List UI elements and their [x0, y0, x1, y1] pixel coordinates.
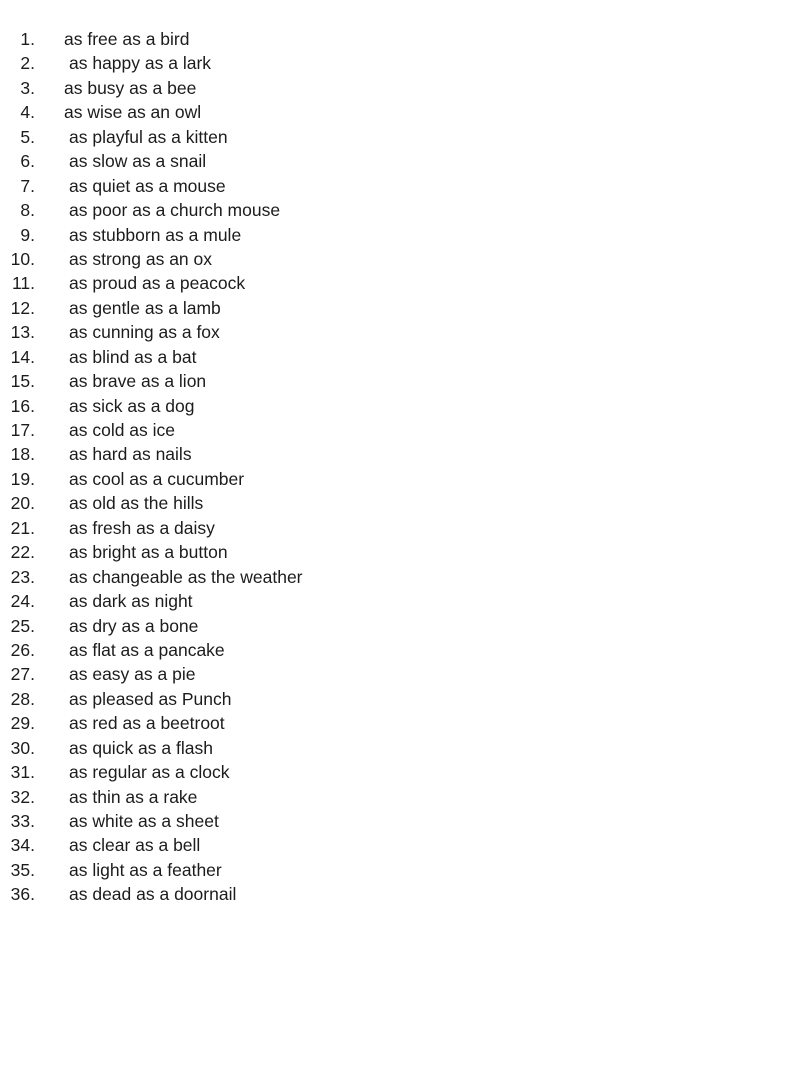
list-item-number: 17. [10, 420, 35, 440]
list-item-number: 31. [10, 762, 35, 783]
list-item-number: 34. [10, 835, 35, 856]
list-item-number: 27. [10, 664, 35, 685]
list-item-text: as easy as a pie [69, 664, 196, 685]
list-item [0, 198, 420, 222]
list-item-text: as hard as nails [69, 444, 192, 465]
list-item-text: as flat as a pancake [69, 639, 225, 660]
list-item [0, 442, 420, 466]
list-item-number: 35. [10, 859, 35, 880]
list-item-number: 3. [20, 77, 35, 98]
list-item-text: as slow as a snail [69, 151, 207, 172]
list-item-number: 7. [20, 175, 35, 196]
list-item [0, 687, 420, 711]
list-item [0, 51, 420, 75]
list-item [0, 345, 420, 369]
list-item-text: as old as the hills [69, 493, 204, 514]
list-item-text: as busy as a bee [64, 77, 197, 98]
list-item-number: 28. [10, 688, 35, 709]
list-item [0, 394, 420, 418]
list-item-text: as stubborn as a mule [69, 224, 242, 245]
list-item [0, 760, 420, 784]
list-item [0, 491, 420, 515]
list-item-text: as poor as a church mouse [69, 200, 281, 221]
list-item-text: as happy as a lark [69, 53, 212, 74]
list-item [0, 296, 420, 320]
list-item-number: 12. [10, 297, 35, 318]
list-item-text: as strong as an ox [69, 248, 212, 269]
list-item-number: 23. [10, 566, 35, 587]
list-item [0, 174, 420, 198]
list-item [0, 27, 420, 51]
list-item-number: 10. [10, 248, 35, 269]
list-item-text: as gentle as a lamb [69, 297, 221, 318]
list-item [0, 882, 420, 906]
list-item-number: 15. [10, 371, 35, 392]
list-item-text: as thin as a rake [69, 786, 198, 807]
list-item-text: as quick as a flash [69, 737, 213, 758]
list-item [0, 100, 420, 124]
list-item-text: as free as a bird [64, 29, 190, 49]
list-item-text: as red as a beetroot [69, 713, 225, 734]
list-item-number: 6. [20, 151, 35, 172]
list-item [0, 467, 420, 491]
list-item-text: as playful as a kitten [69, 126, 228, 147]
list-item [0, 736, 420, 760]
list-item-text: as dry as a bone [69, 615, 199, 636]
list-item-text: as light as a feather [69, 859, 222, 880]
list-item [0, 271, 420, 295]
list-item [0, 662, 420, 686]
list-item-text: as dead as a doornail [69, 884, 237, 905]
list-item [0, 833, 420, 857]
list-item-text: as cunning as a fox [69, 322, 220, 343]
list-item-text: as bright as a button [69, 542, 228, 563]
list-item-text: as wise as an owl [64, 102, 202, 123]
list-item [0, 247, 420, 271]
list-item-text: as dark as night [69, 591, 193, 612]
list-item-number: 25. [10, 615, 35, 636]
list-item-number: 1. [20, 29, 35, 49]
list-item [0, 565, 420, 589]
list-item-number: 4. [20, 102, 35, 123]
list-item-text: as white as a sheet [69, 811, 219, 831]
list-item-number: 32. [10, 786, 35, 807]
list-item-text: as blind as a bat [69, 346, 197, 367]
list-item [0, 858, 420, 882]
list-item-number: 21. [10, 517, 35, 538]
list-item [0, 638, 420, 662]
list-item-number: 30. [10, 737, 35, 758]
list-item-text: as quiet as a mouse [69, 175, 226, 196]
list-item-number: 11. [11, 273, 35, 294]
list-item [0, 149, 420, 173]
list-item-number: 13. [10, 322, 35, 343]
list-item-text: as cold as ice [69, 420, 176, 440]
list-item [0, 320, 420, 344]
list-item-number: 33. [10, 811, 35, 831]
list-item-number: 22. [10, 542, 35, 563]
list-item-number: 26. [10, 639, 35, 660]
list-item-number: 14. [10, 346, 35, 367]
list-item [0, 516, 420, 540]
list-item-text: as proud as a peacock [69, 273, 246, 294]
list-item [0, 76, 420, 100]
list-item-text: as cool as a cucumber [69, 468, 245, 489]
list-item [0, 540, 420, 564]
list-item [0, 418, 420, 442]
list-item-number: 2. [20, 53, 35, 74]
list-item-text: as changeable as the weather [69, 566, 303, 587]
list-item-number: 8. [20, 200, 35, 221]
list-item [0, 785, 420, 809]
list-item-number: 16. [10, 395, 35, 416]
list-item-text: as regular as a clock [69, 762, 230, 783]
list-item [0, 369, 420, 393]
list-item [0, 589, 420, 613]
list-item-number: 36. [10, 884, 35, 905]
list-item [0, 711, 420, 735]
list-item-text: as pleased as Punch [69, 688, 232, 709]
list-item-text: as brave as a lion [69, 371, 207, 392]
list-item [0, 614, 420, 638]
list-item-number: 24. [10, 591, 35, 612]
simile-list [0, 27, 420, 907]
list-item [0, 125, 420, 149]
list-item-number: 29. [10, 713, 35, 734]
list-item-number: 5. [20, 126, 35, 147]
list-item-text: as fresh as a daisy [69, 517, 215, 538]
list-item-number: 19. [10, 468, 35, 489]
list-item [0, 809, 420, 833]
list-item-number: 18. [10, 444, 35, 465]
list-item-text: as clear as a bell [69, 835, 201, 856]
list-item-number: 9. [20, 224, 35, 245]
list-item [0, 223, 420, 247]
list-item-text: as sick as a dog [69, 395, 195, 416]
list-item-number: 20. [10, 493, 35, 514]
